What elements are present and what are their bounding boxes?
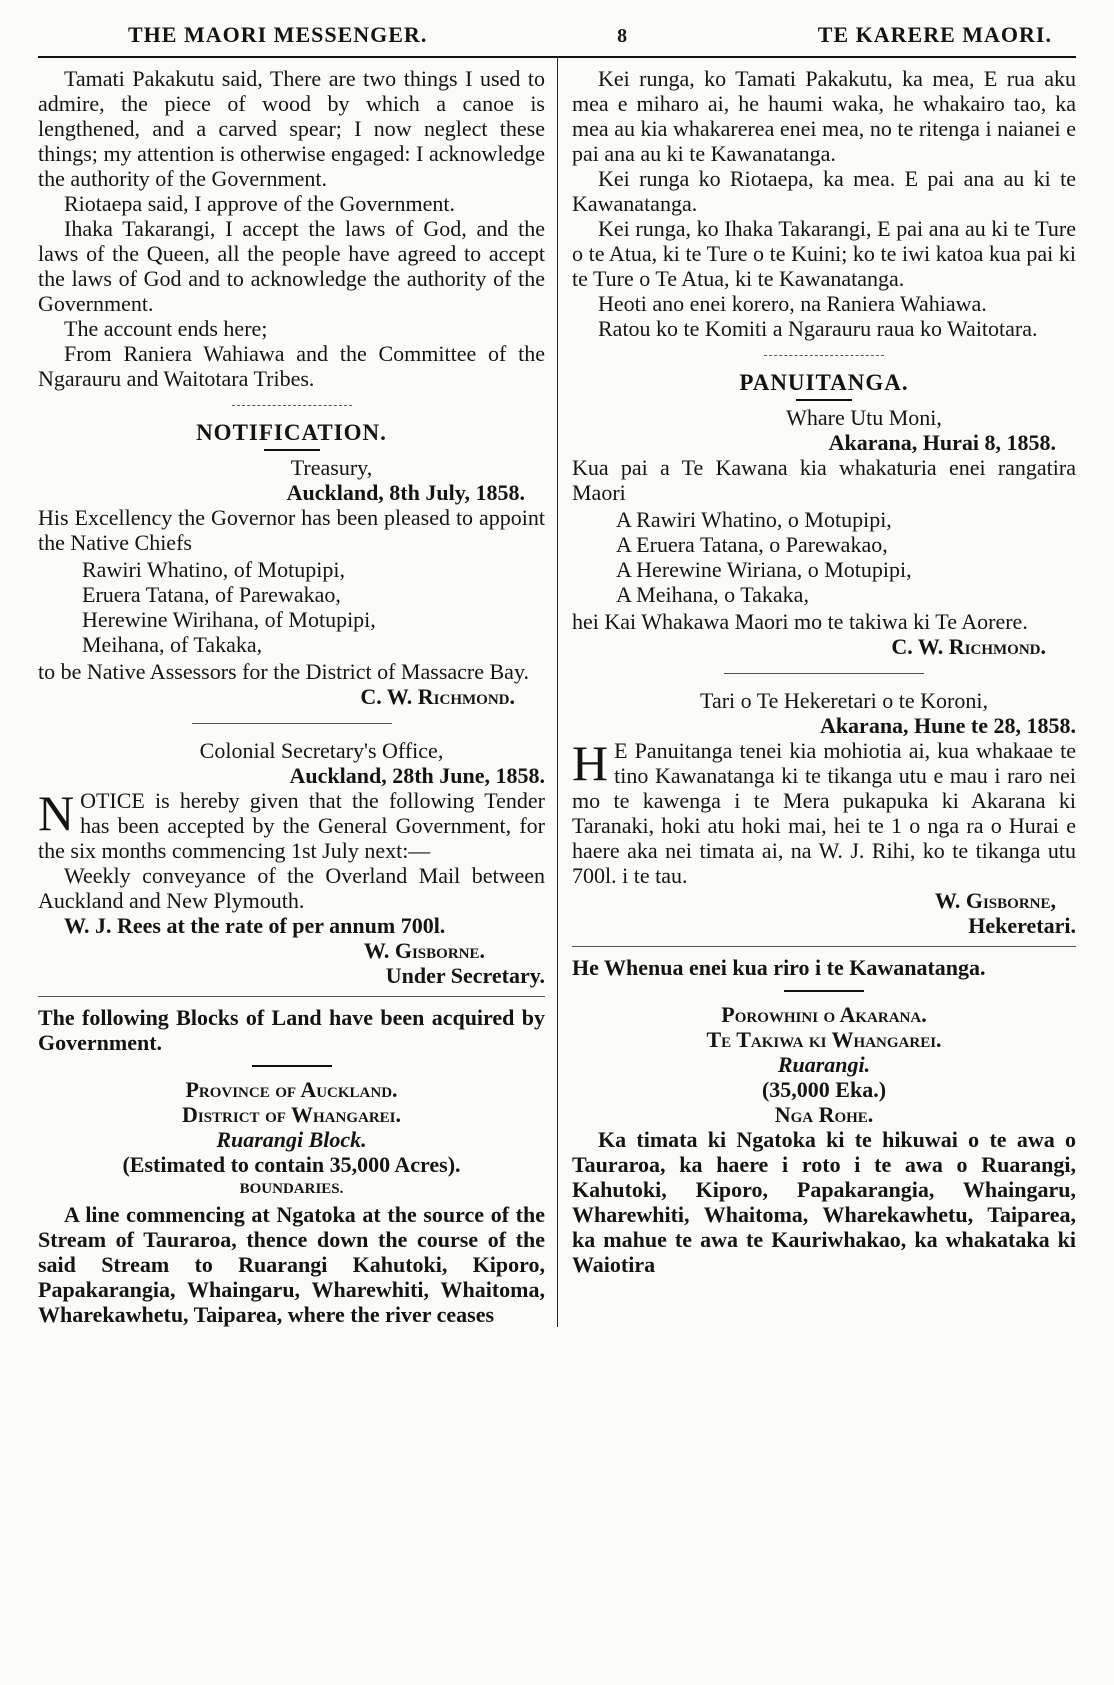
signatories: From Raniera Wahiawa and the Committee of the Ngarauru and Waitotara Tribes. — [38, 341, 545, 391]
boundaries-heading: BOUNDARIES. — [239, 1181, 344, 1197]
office-heading: Colonial Secretary's Office, — [199, 738, 444, 763]
chief-list — [38, 557, 545, 657]
divider — [572, 946, 1076, 947]
blocks-intro-maori: He Whenua enei kua riro i te Kawanatanga. — [572, 955, 986, 980]
divider — [38, 996, 545, 997]
chief-name: Herewine Wirihana, of Motupipi, — [82, 607, 376, 632]
gisborne-title-maori: Hekeretari. — [968, 913, 1076, 938]
columns — [38, 58, 1076, 1327]
boundary-description: A line commencing at Ngatoka at the source of the Stream of Tauraroa, thence down the course of the said Stream to Ruarangi Kahutoki, Kiporo, Papakarangia, Whaingaru, Wharewhiti, Whaitoma, Wharekawhetu, Taiparea, where the river ceases — [38, 1202, 545, 1327]
block-name: Ruarangi Block. — [216, 1127, 367, 1152]
ihaka-statement: Ihaka Takarangi, I accept the laws of God, and the laws of the Queen, all the people have agreed to accept the laws of God and to acknowledge the authority of the Government. — [38, 216, 545, 316]
maori-masthead: TE KARERE MAORI. — [817, 22, 1052, 47]
short-rule — [264, 449, 320, 451]
notification-title: NOTIFICATION. — [196, 420, 387, 445]
block-estimate-maori: (35,000 Eka.) — [761, 1077, 887, 1102]
chief-name: A Rawiri Whatino, o Motupipi, — [616, 507, 892, 532]
short-rule — [784, 990, 864, 992]
chief-name: A Herewine Wiriana, o Motupipi, — [616, 557, 912, 582]
blocks-intro: The following Blocks of Land have been acquired by Government. — [38, 1005, 545, 1055]
drop-cap: H — [572, 735, 609, 791]
gisborne-title: Under Secretary. — [385, 963, 545, 988]
account-end: The account ends here; — [64, 316, 268, 341]
chief-list-maori — [572, 507, 1076, 607]
maori-column — [557, 58, 1076, 1327]
office-date-maori: Akarana, Hune te 28, 1858. — [819, 713, 1076, 738]
chief-name: A Meihana, o Takaka, — [616, 582, 809, 607]
notification-end-maori: hei Kai Whakawa Maori mo te takiwa ki Te Aorere. — [572, 609, 1028, 634]
treasury-heading-maori: Whare Utu Moni, — [786, 405, 942, 430]
page-header — [38, 22, 1076, 58]
divider — [764, 355, 884, 356]
block-estimate: (Estimated to contain 35,000 Acres). — [122, 1152, 461, 1177]
boundary-description-maori: Ka timata ki Ngatoka ki te hikuwai o te awa o Tauraroa, ka haere i roto i te awa o Ruarangi, Kahutoki, Kiporo, Papakarangia, Whaingaru, Wharewhiti, Whaitoma, Wharekawhetu, Taiparea, ka mahue te awa te Kauriwhakao, ka whakataka ki Waiotira — [572, 1127, 1076, 1277]
chief-name: A Eruera Tatana, o Parewakao, — [616, 532, 888, 557]
richmond-signature-maori: C. W. Richmond. — [891, 634, 1046, 659]
divider — [192, 723, 392, 724]
panuitanga-title: PANUITANGA. — [739, 370, 909, 395]
tender-notice-text-maori: E Panuitanga tenei kia mohiotia ai, kua whakaae te tino Kawanatanga ki te tikanga utu e mau i raro nei mo te kawenga i te Mera pukapuka ki Akarana ki Taranaki, hoki atu hoki mai, hei te 1 o nga ra o Hurai e haere aka nei timata ai, na W. J. Rihi, ko te tikanga utu 700l. i te tau. — [572, 738, 1076, 888]
tender-notice-maori — [572, 735, 1076, 888]
english-masthead: THE MAORI MESSENGER. — [128, 22, 428, 47]
province-heading: Province of Auckland. — [185, 1077, 398, 1102]
gisborne-signature: W. Gisborne. — [363, 938, 485, 963]
district-heading-maori: Te Takiwa ki Whangarei. — [706, 1027, 942, 1052]
account-end-maori: Heoti ano enei korero, na Raniera Wahiawa. — [598, 291, 987, 316]
chief-name: Rawiri Whatino, of Motupipi, — [82, 557, 345, 582]
chief-name: Eruera Tatana, of Parewakao, — [82, 582, 341, 607]
riotaepa-statement: Riotaepa said, I approve of the Government. — [64, 191, 455, 216]
district-heading: District of Whangarei. — [181, 1102, 402, 1127]
divider — [232, 405, 352, 406]
tamati-statement-maori: Kei runga, ko Tamati Pakakutu, ka mea, E rua aku mea e miharo ai, he haumi waka, he whakairo tao, ka mea au kia whakarerea enei mea, no te ritenga i naianei e pai ana au ki te Kawanatanga. — [572, 66, 1076, 166]
treasury-heading: Treasury, — [290, 455, 373, 480]
tender-notice — [38, 785, 545, 863]
divider — [724, 673, 924, 674]
page-number: 8 — [617, 25, 629, 47]
treasury-date: Auckland, 8th July, 1858. — [286, 480, 525, 505]
short-rule — [796, 399, 852, 401]
chief-name: Meihana, of Takaka, — [82, 632, 263, 657]
english-column — [38, 58, 557, 1327]
notification-end: to be Native Assessors for the District of Massacre Bay. — [38, 659, 530, 684]
short-rule — [252, 1065, 332, 1067]
tamati-statement: Tamati Pakakutu said, There are two things I used to admire, the piece of wood by which a canoe is lengthened, and a carved spear; I now neglect these things; my attention is otherwise engaged: I acknowledge the authority of the Government. — [38, 66, 545, 191]
gisborne-signature-maori: W. Gisborne, — [934, 888, 1056, 913]
richmond-signature: C. W. Richmond. — [360, 684, 515, 709]
treasury-date-maori: Akarana, Hurai 8, 1858. — [828, 430, 1056, 455]
ihaka-statement-maori: Kei runga, ko Ihaka Takarangi, E pai ana au ki te Ture o te Atua, ki te Ture o te Kuini; ko te iwi katoa kua pai ki te Ture o Te Atua, ki te Kawanatanga. — [572, 216, 1076, 291]
province-heading-maori: Porowhini o Akarana. — [721, 1002, 927, 1027]
riotaepa-statement-maori: Kei runga ko Riotaepa, ka mea. E pai ana au ki te Kawanatanga. — [572, 166, 1076, 216]
boundaries-heading-maori: Nga Rohe. — [774, 1102, 874, 1127]
rees-rate: W. J. Rees at the rate of per annum 700l. — [64, 913, 446, 938]
office-date: Auckland, 28th June, 1858. — [289, 763, 545, 788]
mail-conveyance: Weekly conveyance of the Overland Mail between Auckland and New Plymouth. — [38, 863, 545, 913]
office-heading-maori: Tari o Te Hekeretari o te Koroni, — [700, 688, 988, 713]
signatories-maori: Ratou ko te Komiti a Ngarauru raua ko Waitotara. — [598, 316, 1038, 341]
block-name-maori: Ruarangi. — [777, 1052, 871, 1077]
notification-body: His Excellency the Governor has been pleased to appoint the Native Chiefs — [38, 505, 545, 555]
tender-notice-text: OTICE is hereby given that the following Tender has been accepted by the General Government, for the six months commencing 1st July next:— — [38, 788, 545, 863]
notification-body-maori: Kua pai a Te Kawana kia whakaturia enei rangatira Maori — [572, 455, 1076, 505]
drop-cap: N — [38, 785, 75, 841]
